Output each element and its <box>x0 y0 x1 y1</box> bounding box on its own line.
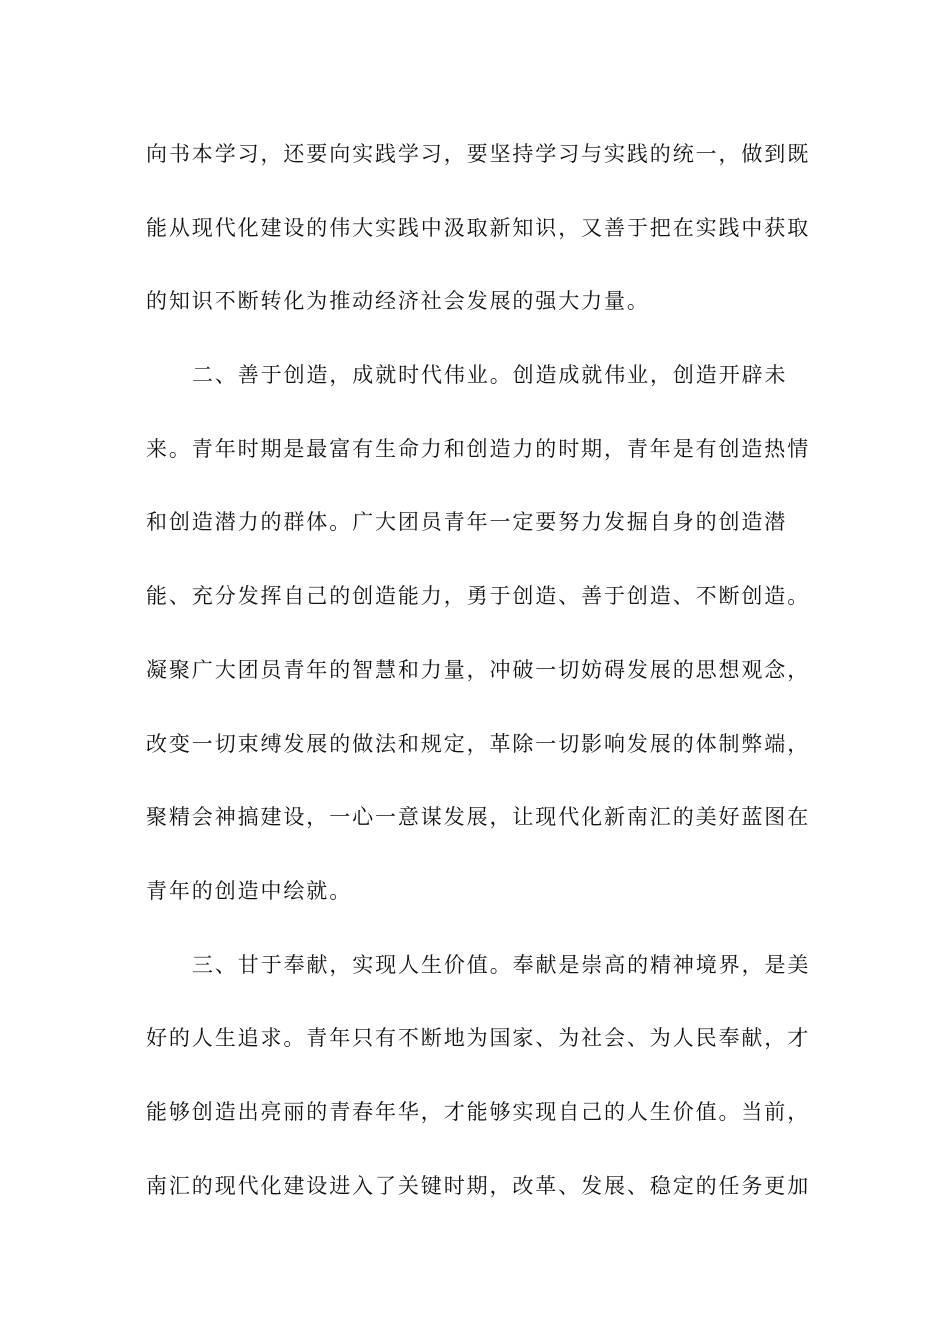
body-text <box>146 126 811 1231</box>
text-line: 聚精会神搞建设，一心一意谋发展，让现代化新南汇的美好蓝图在 <box>146 805 811 830</box>
section-heading-line: 三、甘于奉献，实现人生价值。奉献是崇高的精神境界，是美 <box>192 952 811 977</box>
text-line: 好的人生追求。青年只有不断地为国家、为社会、为人民奉献，才 <box>146 1026 811 1051</box>
text-line: 能从现代化建设的伟大实践中汲取新知识，又善于把在实践中获取 <box>146 215 811 240</box>
text-line: 能、充分发挥自己的创造能力，勇于创造、善于创造、不断创造。 <box>146 584 811 609</box>
text-line: 的知识不断转化为推动经济社会发展的强大力量。 <box>146 289 650 314</box>
text-line: 改变一切束缚发展的做法和规定，革除一切影响发展的体制弊端， <box>146 731 811 756</box>
text-line: 能够创造出亮丽的青春年华，才能够实现自己的人生价值。当前， <box>146 1099 811 1124</box>
text-line: 向书本学习，还要向实践学习，要坚持学习与实践的统一，做到既 <box>146 142 811 166</box>
text-line: 南汇的现代化建设进入了关键时期，改革、发展、稳定的任务更加 <box>146 1173 811 1198</box>
text-line: 和创造潜力的群体。广大团员青年一定要努力发掘自身的创造潜 <box>146 510 788 535</box>
section-heading-line: 二、善于创造，成就时代伟业。创造成就伟业，创造开辟未 <box>192 363 788 388</box>
text-line: 凝聚广大团员青年的智慧和力量，冲破一切妨碍发展的思想观念， <box>146 657 811 682</box>
text-line: 青年的创造中绘就。 <box>146 878 353 903</box>
text-line: 来。青年时期是最富有生命力和创造力的时期，青年是有创造热情 <box>146 436 811 461</box>
